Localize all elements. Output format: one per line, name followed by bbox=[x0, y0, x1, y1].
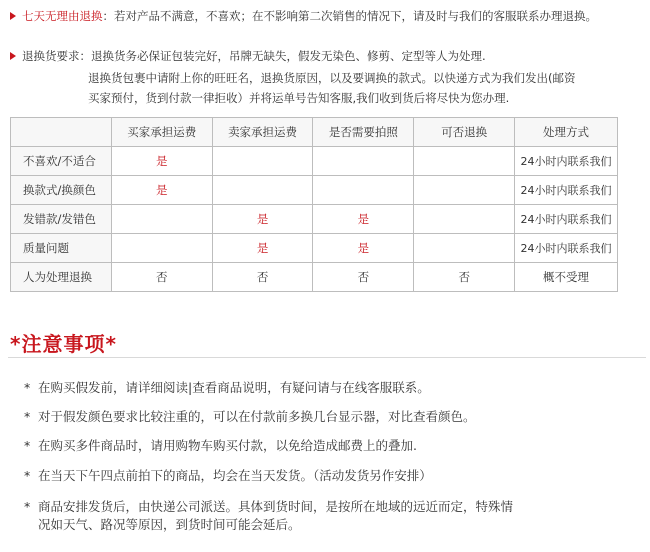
return-policy-line bbox=[10, 6, 597, 26]
asterisk-icon: * bbox=[24, 468, 31, 483]
exchange-req-line1 bbox=[10, 46, 486, 66]
table-cell: 24小时内联系我们 bbox=[515, 234, 618, 263]
table-row-label: 不喜欢/不适合 bbox=[11, 147, 112, 176]
table-cell bbox=[414, 205, 515, 234]
asterisk-icon: * bbox=[24, 380, 31, 395]
table-header-cell bbox=[11, 118, 112, 147]
notice-item: * 在当天下午四点前拍下的商品，均会在当天发货。（活动发货另作安排） bbox=[24, 468, 432, 483]
table-cell bbox=[414, 176, 515, 205]
notice-title: *注意事项* bbox=[10, 332, 117, 356]
exchange-req-line2: 退换货包裹中请附上你的旺旺名，退换货原因，以及要调换的款式。以快递方式为我们发出(邮资 bbox=[88, 71, 576, 85]
table-cell: 24小时内联系我们 bbox=[515, 147, 618, 176]
table-header-cell: 卖家承担运费 bbox=[212, 118, 313, 147]
table-cell bbox=[111, 234, 212, 263]
table-cell: 24小时内联系我们 bbox=[515, 176, 618, 205]
table-header-cell: 处理方式 bbox=[515, 118, 618, 147]
notice-item: * 商品安排发货后，由快递公司派送。具体到货时间，是按所在地域的远近而定，特殊情 bbox=[24, 499, 514, 514]
notice-item: * 在购买假发前，请详细阅读|查看商品说明，有疑问请与在线客服联系。 bbox=[24, 380, 430, 395]
table-cell: 24小时内联系我们 bbox=[515, 205, 618, 234]
table-cell: 是 bbox=[313, 234, 414, 263]
red-arrow-icon bbox=[10, 12, 16, 20]
table-row-label: 质量问题 bbox=[11, 234, 112, 263]
table-cell: 是 bbox=[111, 147, 212, 176]
exchange-req-text1: ：退换货务必保证包装完好，吊牌无缺失，假发无染色、修剪、定型等人为处理. bbox=[79, 49, 486, 63]
table-header-cell: 买家承担运费 bbox=[111, 118, 212, 147]
table-row bbox=[11, 176, 618, 205]
table-cell: 概不受理 bbox=[515, 263, 618, 292]
table-row-label: 换款式/换颜色 bbox=[11, 176, 112, 205]
table-row bbox=[11, 234, 618, 263]
asterisk-icon: * bbox=[24, 409, 31, 424]
asterisk-icon: * bbox=[24, 499, 31, 514]
notice-item: * 在购买多件商品时，请用购物车购买付款，以免给造成邮费上的叠加. bbox=[24, 438, 417, 453]
notice-divider bbox=[8, 357, 646, 358]
return-policy-text: ：若对产品不满意，不喜欢；在不影响第二次销售的情况下，请及时与我们的客服联系办理退换。 bbox=[102, 9, 597, 23]
table-cell bbox=[414, 234, 515, 263]
table-row bbox=[11, 205, 618, 234]
notice-item: * 对于假发颜色要求比较注重的，可以在付款前多换几台显示器，对比查看颜色。 bbox=[24, 409, 476, 424]
table-cell: 是 bbox=[313, 205, 414, 234]
table-cell: 是 bbox=[111, 176, 212, 205]
table-cell: 否 bbox=[313, 263, 414, 292]
table-cell: 否 bbox=[212, 263, 313, 292]
table-cell bbox=[313, 147, 414, 176]
asterisk-icon: * bbox=[24, 438, 31, 453]
return-policy-table bbox=[10, 117, 618, 292]
exchange-req-line3: 买家预付，货到付款一律拒收）并将运单号告知客服,我们收到货后将尽快为您办理. bbox=[88, 91, 510, 105]
table-row bbox=[11, 263, 618, 292]
table-cell: 是 bbox=[212, 234, 313, 263]
table-cell bbox=[212, 147, 313, 176]
red-arrow-icon bbox=[10, 52, 16, 60]
notice-item-continued: 况如天气、路况等原因，到货时间可能会延后。 bbox=[38, 517, 301, 532]
table-cell bbox=[313, 176, 414, 205]
table-header-cell: 是否需要拍照 bbox=[313, 118, 414, 147]
table-cell: 否 bbox=[414, 263, 515, 292]
table-cell bbox=[414, 147, 515, 176]
table-header-row bbox=[11, 118, 618, 147]
table-row-label: 发错款/发错色 bbox=[11, 205, 112, 234]
table-cell bbox=[111, 205, 212, 234]
table-cell: 否 bbox=[111, 263, 212, 292]
table-row bbox=[11, 147, 618, 176]
return-policy-title: 七天无理由退换 bbox=[22, 9, 103, 23]
table-row-label: 人为处理退换 bbox=[11, 263, 112, 292]
table-header-cell: 可否退换 bbox=[414, 118, 515, 147]
exchange-req-title: 退换货要求 bbox=[22, 49, 80, 63]
table-cell bbox=[212, 176, 313, 205]
table-cell: 是 bbox=[212, 205, 313, 234]
